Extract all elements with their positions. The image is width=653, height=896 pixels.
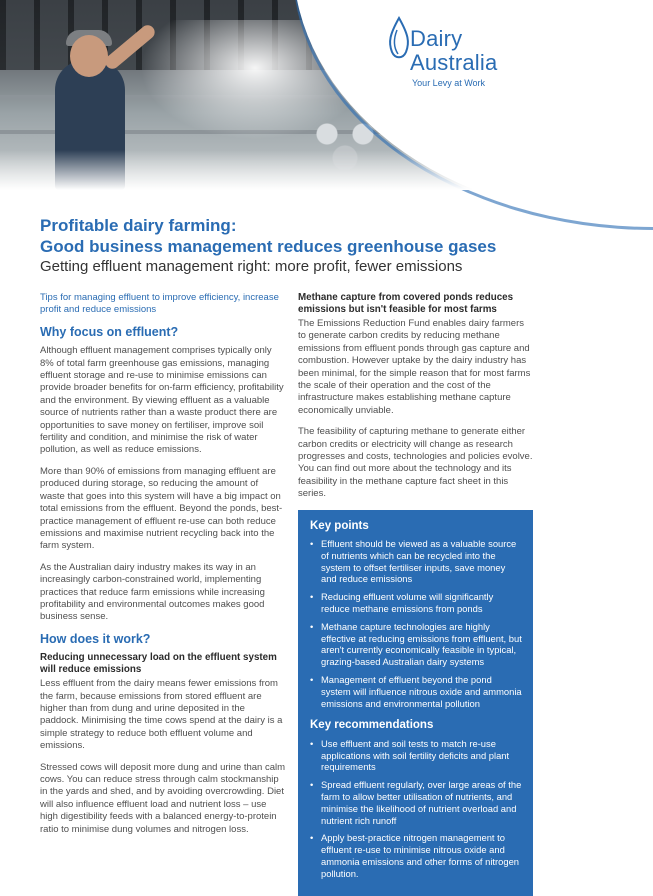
- paragraph: Less effluent from the dairy means fewer emissions from the farm, because emissions from stored effluent are higher than from dung and urine deposited in the paddock. Minimising the time cows spend at the dairy is a simple strategy to reduce both effluent volume and emissions.: [40, 678, 283, 752]
- right-column: [298, 292, 533, 896]
- logo-text-australia: Australia: [410, 50, 498, 75]
- paragraph: The Emissions Reduction Fund enables dairy farmers to generate carbon credits by reducing methane emissions from effluent ponds through gas capture and combustion. However uptake by the dairy industry has been minimal, for the simple reason that for most farms the scale of their operation and the cost of the infrastructure makes establishing methane capture economically unviable.: [298, 318, 531, 416]
- paragraph: More than 90% of emissions from managing effluent are produced during storage, so reducing the amount of waste that goes into this system will have a big impact on total emissions from the effluent. Beyond the ponds, best-practice management of effluent re-use can both reduce emissions and maximise nutrient recycling back into the farm system.: [40, 465, 283, 552]
- logo-text-dairy: Dairy: [410, 26, 463, 51]
- heading-how-it-works: How does it work?: [40, 631, 151, 646]
- list-item: • Management of effluent beyond the pond system will influence nitrous oxide and ammonia emissions and environmental pollution: [310, 674, 523, 709]
- page-title-line2: Good business management reduces greenhouse gases: [40, 237, 497, 256]
- key-points-list: [310, 538, 523, 709]
- left-column: [40, 292, 285, 845]
- paragraph: Although effluent management comprises typically only 8% of total farm greenhouse gas emissions, managing effluent storage and re-use to minimise emissions can provide broader benefits for on-farm efficiency, profitability and the environment. By viewing effluent as a valuable source of nutrients rather than a waste product there are opportunities to save money on fertiliser, improve soil fertility and condition, and minimise the risk of water pollution, as well as reduce emissions.: [40, 345, 284, 456]
- subheading-reducing-load: Reducing unnecessary load on the effluent system will reduce emissions: [40, 652, 277, 676]
- key-recommendations-list: [310, 738, 523, 880]
- droplet-icon: [386, 16, 412, 62]
- paragraph: Stressed cows will deposit more dung and urine than calm cows. You can reduce stress through calm stockmanship in the yards and shed, and by avoiding overcrowding. Diet will also influence effluent load and nutrient loss – use high digestibility feeds with a balanced energy-to-protein ratio to minimise dung volumes and nitrogen loss.: [40, 761, 286, 835]
- dairy-australia-logo[interactable]: [380, 14, 560, 94]
- list-item: • Effluent should be viewed as a valuable source of nutrients which can be recycled into the system to offset fertiliser inputs, save money and reduce emissions: [310, 538, 523, 585]
- paragraph: The feasibility of capturing methane to generate either carbon credits or electricity will change as research progresses and costs, technologies and policies evolve. You can find out more about the technology and its feasibility in the methane capture fact sheet in this series.: [298, 426, 533, 500]
- key-points-box: [298, 510, 533, 896]
- intro-text: Tips for managing effluent to improve efficiency, increase profit and reduce emissions: [40, 292, 279, 316]
- photo-fade: [0, 150, 573, 190]
- farmer-head: [70, 35, 108, 77]
- page-title-line1: Profitable dairy farming:: [40, 216, 237, 235]
- page-subtitle: Getting effluent management right: more profit, fewer emissions: [40, 258, 463, 275]
- list-item: • Reducing effluent volume will significantly reduce methane emissions from ponds: [310, 591, 523, 615]
- heading-why-focus: Why focus on effluent?: [40, 324, 179, 339]
- subheading-methane-capture: Methane capture from covered ponds reduces emissions but isn't feasible for most farms: [298, 292, 514, 315]
- key-recommendations-heading: Key recommendations: [310, 719, 434, 732]
- list-item: • Use effluent and soil tests to match re-use applications with soil fertility deficits and plant requirements: [310, 738, 523, 773]
- paragraph: As the Australian dairy industry makes its way in an increasingly carbon-constrained world, implementing practices that reduce farm emissions while increasing profitability and environmental outcomes makes good business sense.: [40, 561, 265, 623]
- logo-tagline: Your Levy at Work: [412, 78, 486, 88]
- list-item: • Methane capture technologies are highly effective at reducing emissions from effluent, but aren't currently economically feasible in typical, grazing-based Australian dairy systems: [310, 621, 523, 668]
- list-item: • Spread effluent regularly, over large areas of the farm to allow better utilisation of nutrients, and minimise the likelihood of nutrient overload and nutrient rich runoff: [310, 779, 523, 826]
- key-points-heading: Key points: [310, 519, 369, 532]
- list-item: • Apply best-practice nitrogen management to effluent re-use to minimise nitrous oxide and ammonia emissions and other forms of nitrogen pollution.: [310, 832, 523, 879]
